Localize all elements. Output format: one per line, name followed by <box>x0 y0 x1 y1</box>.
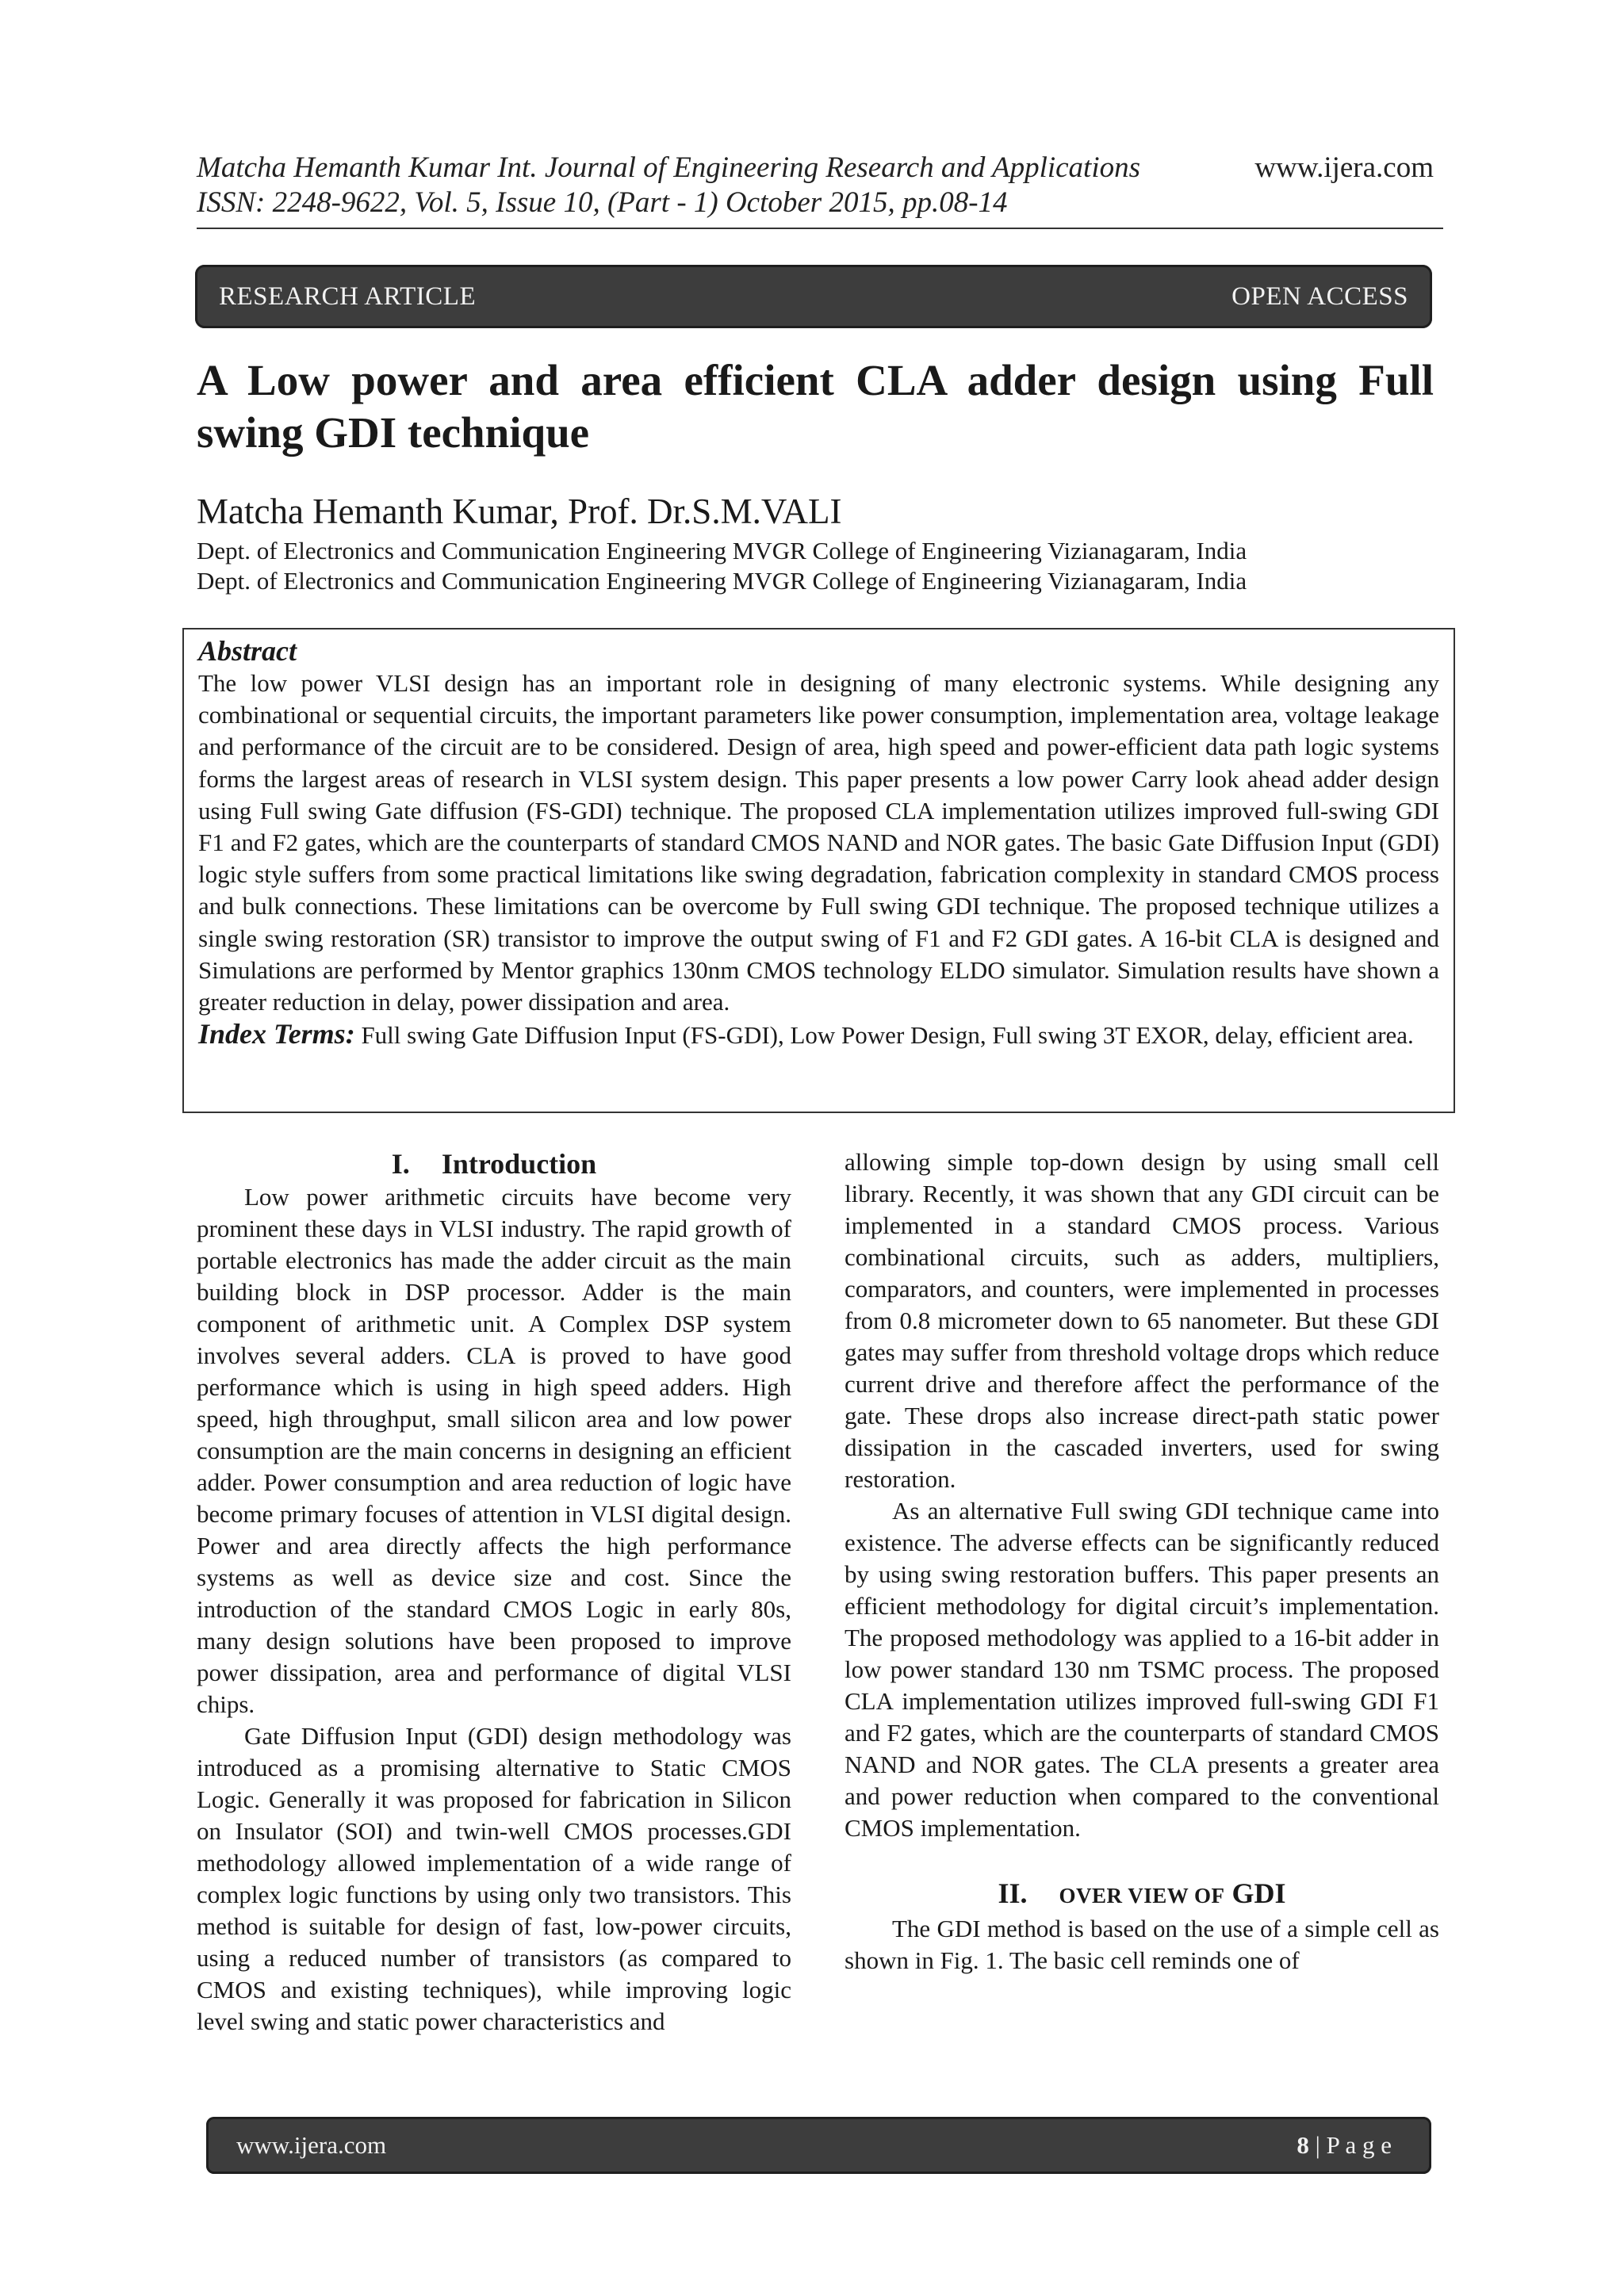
affiliation-1: Dept. of Electronics and Communication Engineering MVGR College of Engineering Vizianagaram, India <box>197 537 1247 564</box>
column-right <box>845 1146 1439 1976</box>
abstract-heading: Abstract <box>198 635 297 667</box>
running-header <box>197 151 1434 220</box>
intro-paragraph-4: As an alternative Full swing GDI technique came into existence. The adverse effects can be significantly reduced by using swing restoration buffers. This paper presents an efficient methodology for digital circuit’s implementation. The proposed methodology was applied to a 16-bit adder in low power standard 130 nm TSMC process. The proposed CLA implementation utilizes improved full-swing GDI F1 and F2 gates, which are the counterparts of standard CMOS NAND and NOR gates. The CLA presents a greater area and power reduction when compared to the conventional CMOS implementation. <box>845 1497 1439 1842</box>
section-title-big: GDI <box>1231 1877 1286 1909</box>
page-number: 8 <box>1297 2131 1309 2159</box>
journal-line: Matcha Hemanth Kumar Int. Journal of Engineering Research and Applications <box>197 151 1141 184</box>
access-label: OPEN ACCESS <box>1231 282 1408 311</box>
section-title-small: OVER VIEW OF <box>1059 1884 1225 1908</box>
header-rule <box>197 228 1443 229</box>
article-banner <box>195 265 1432 328</box>
index-terms-text: Full swing Gate Diffusion Input (FS-GDI), Low Power Design, Full swing 3T EXOR, delay, efficient area. <box>361 1021 1414 1050</box>
authors: Matcha Hemanth Kumar, Prof. Dr.S.M.VALI <box>197 492 842 531</box>
gdi-paragraph-1: The GDI method is based on the use of a simple cell as shown in Fig. 1. The basic cell reminds one of <box>845 1915 1439 1974</box>
section-title: Introduction <box>441 1148 597 1180</box>
page-indicator <box>1297 2117 1392 2174</box>
section-heading-gdi <box>845 1876 1439 1913</box>
affiliation-2: Dept. of Electronics and Communication Engineering MVGR College of Engineering Vizianagaram, India <box>197 567 1247 595</box>
header-website: www.ijera.com <box>1254 151 1434 184</box>
paper-title: A Low power and area efficient CLA adder design using Full swing GDI technique <box>197 356 1434 457</box>
intro-paragraph-2: Gate Diffusion Input (GDI) design methodology was introduced as a promising alternative to Static CMOS Logic. Generally it was proposed for fabrication in Silicon on Insulator (SOI) and twin-well CMOS processes.GDI methodology allowed implementation of a wide range of complex logic functions by using only two transistors. This method is suitable for design of fast, low-power circuits, using a reduced number of transistors (as compared to CMOS and existing techniques), while improving logic level swing and static power characteristics and <box>197 1722 791 2035</box>
footer-bar <box>206 2117 1431 2174</box>
intro-paragraph-3: allowing simple top-down design by using small cell library. Recently, it was shown that any GDI circuit can be implemented in a standard CMOS process. Various combinational circuits, such as adders, multipliers, comparators, and counters, were implemented in processes from 0.8 micrometer down to 65 nanometer. But these GDI gates may suffer from threshold voltage drops which reduce current drive and therefore affect the performance of the gate. These drops also increase direct-path static power dissipation in the cascaded inverters, used for swing restoration. <box>845 1148 1439 1493</box>
article-type: RESEARCH ARTICLE <box>219 282 477 311</box>
index-terms-label: Index Terms: <box>198 1018 355 1050</box>
column-left <box>197 1146 791 2038</box>
page-label: | P a g e <box>1315 2131 1392 2159</box>
intro-paragraph-1: Low power arithmetic circuits have become very prominent these days in VLSI industry. The rapid growth of portable electronics has made the adder circuit as the main building block in DSP processor. Adder is the main component of arithmetic unit. A Complex DSP system involves several adders. CLA is proved to have good performance which is using in high speed adders. High speed, high throughput, small silicon area and low power consumption are the main concerns in designing an efficient adder. Power consumption and area reduction of logic have become primary focuses of attention in VLSI digital design. Power and area directly affects the high performance systems as well as device size and cost. Since the introduction of the standard CMOS Logic in early 80s, many design solutions have been proposed to improve power dissipation, area and performance of digital VLSI chips. <box>197 1183 791 1718</box>
index-terms <box>198 1018 1439 1051</box>
footer-website: www.ijera.com <box>236 2131 387 2159</box>
section-gap <box>845 1844 1439 1876</box>
section-number: I. <box>391 1148 410 1180</box>
section-number: II. <box>998 1877 1028 1909</box>
section-heading-introduction <box>197 1146 791 1181</box>
abstract-box <box>182 628 1455 1113</box>
issn-line: ISSN: 2248-9622, Vol. 5, Issue 10, (Part - 1) October 2015, pp.08-14 <box>197 186 1008 219</box>
abstract-text: The low power VLSI design has an important role in designing of many electronic systems. While designing any combinational or sequential circuits, the important parameters like power consumption, implementation area, voltage leakage and performance of the circuit are to be considered. Design of area, high speed and power-efficient data path logic systems forms the largest areas of research in VLSI system design. This paper presents a low power Carry look ahead adder design using Full swing Gate diffusion (FS-GDI) technique. The proposed CLA implementation utilizes improved full-swing GDI F1 and F2 gates, which are the counterparts of standard CMOS NAND and NOR gates. The basic Gate Diffusion Input (GDI) logic style suffers from some practical limitations like swing degradation, fabrication complexity in standard CMOS process and bulk connections. These limitations can be overcome by Full swing GDI technique. The proposed technique utilizes a single swing restoration (SR) transistor to improve the output swing of F1 and F2 GDI gates. A 16-bit CLA is designed and Simulations are performed by Mentor graphics 130nm CMOS technology ELDO simulator. Simulation results have shown a greater reduction in delay, power dissipation and area. <box>198 669 1439 1016</box>
